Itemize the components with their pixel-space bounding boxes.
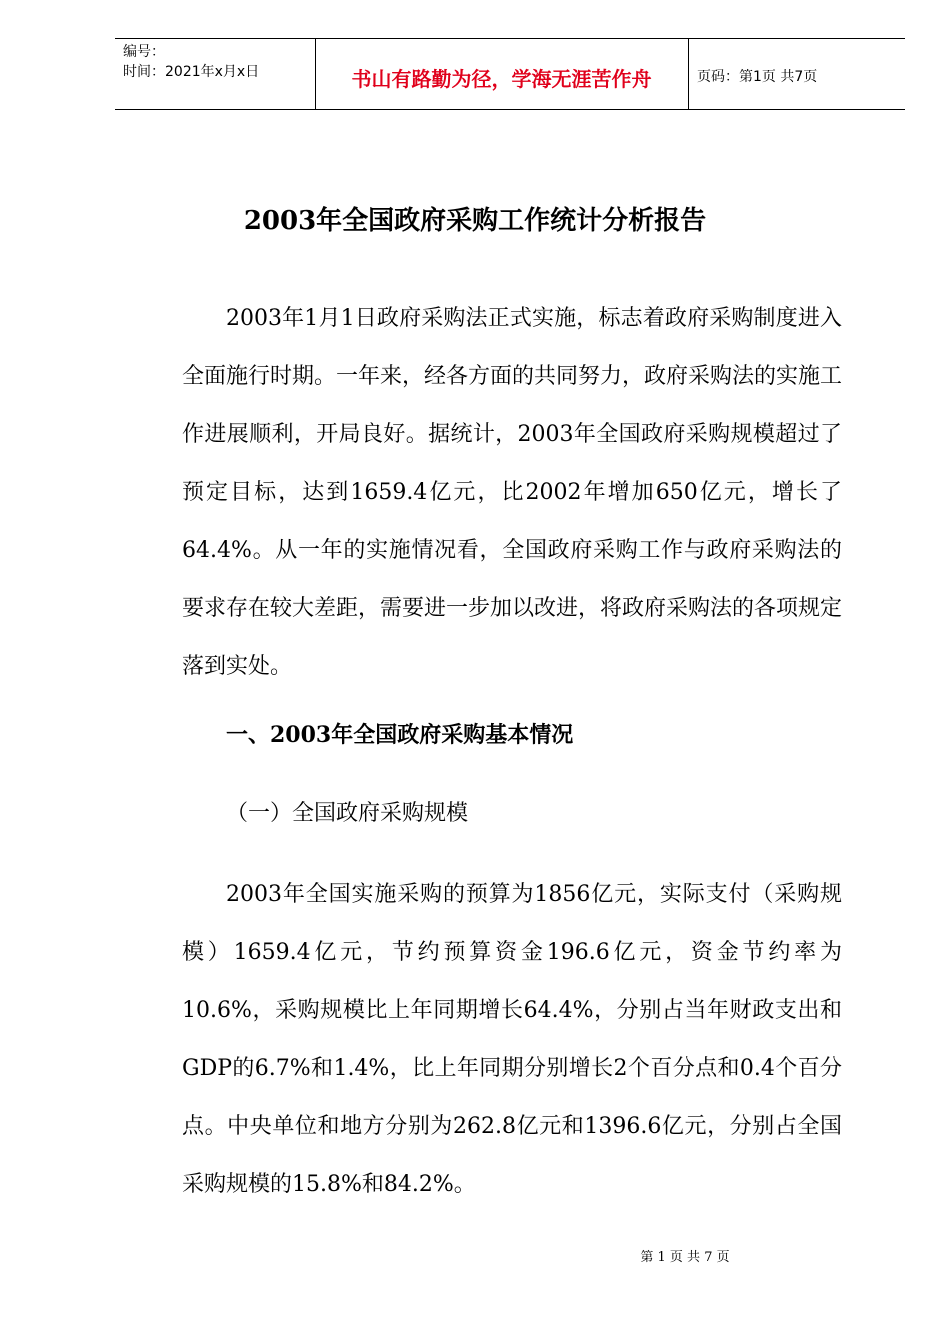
motto-text: 书山有路勤为径，学海无涯苦作舟 — [351, 67, 652, 91]
page-code: 页码：第1页 共7页 — [697, 69, 818, 85]
page-footer: 第 1 页 共 7 页 — [640, 1250, 730, 1265]
subsection-heading: （一）全国政府采购规模 — [226, 801, 469, 826]
intro-paragraph: 2003年1月1日政府采购法正式实施，标志着政府采购制度进入全面施行时期。一年来，经各方面的共同努力，政府采购法的实施工作进展顺利，开局良好。据统计，2003年全国政府采购规模超过了预定目标，达到1659.4亿元，比2002年增加650亿元，增长了64.4%。从一年的实施情况看，全国政府采购工作与政府采购法的要求存在较大差距，需要进一步加以改进，将政府采购法的各项规定落到实处。 — [182, 306, 843, 679]
time-label: 时间：2021年x月x日 — [123, 64, 260, 80]
page-header — [115, 38, 905, 110]
header-meta-cell — [115, 39, 316, 109]
document-title: 2003年全国政府采购工作统计分析报告 — [243, 206, 707, 236]
header-page-cell — [689, 39, 905, 109]
section-heading: 一、2003年全国政府采购基本情况 — [226, 722, 574, 748]
number-label: 编号： — [123, 44, 165, 60]
header-motto-cell — [315, 39, 689, 109]
body-paragraph: 2003年全国实施采购的预算为1856亿元，实际支付（采购规模）1659.4亿元，节约预算资金196.6亿元，资金节约率为10.6%，采购规模比上年同期增长64.4%，分别占当年财政支出和GDP的6.7%和1.4%，比上年同期分别增长2个百分点和0.4个百分点。中央单位和地方分别为262.8亿元和1396.6亿元，分别占全国采购规模的15.8%和84.2%。 — [182, 882, 842, 1197]
